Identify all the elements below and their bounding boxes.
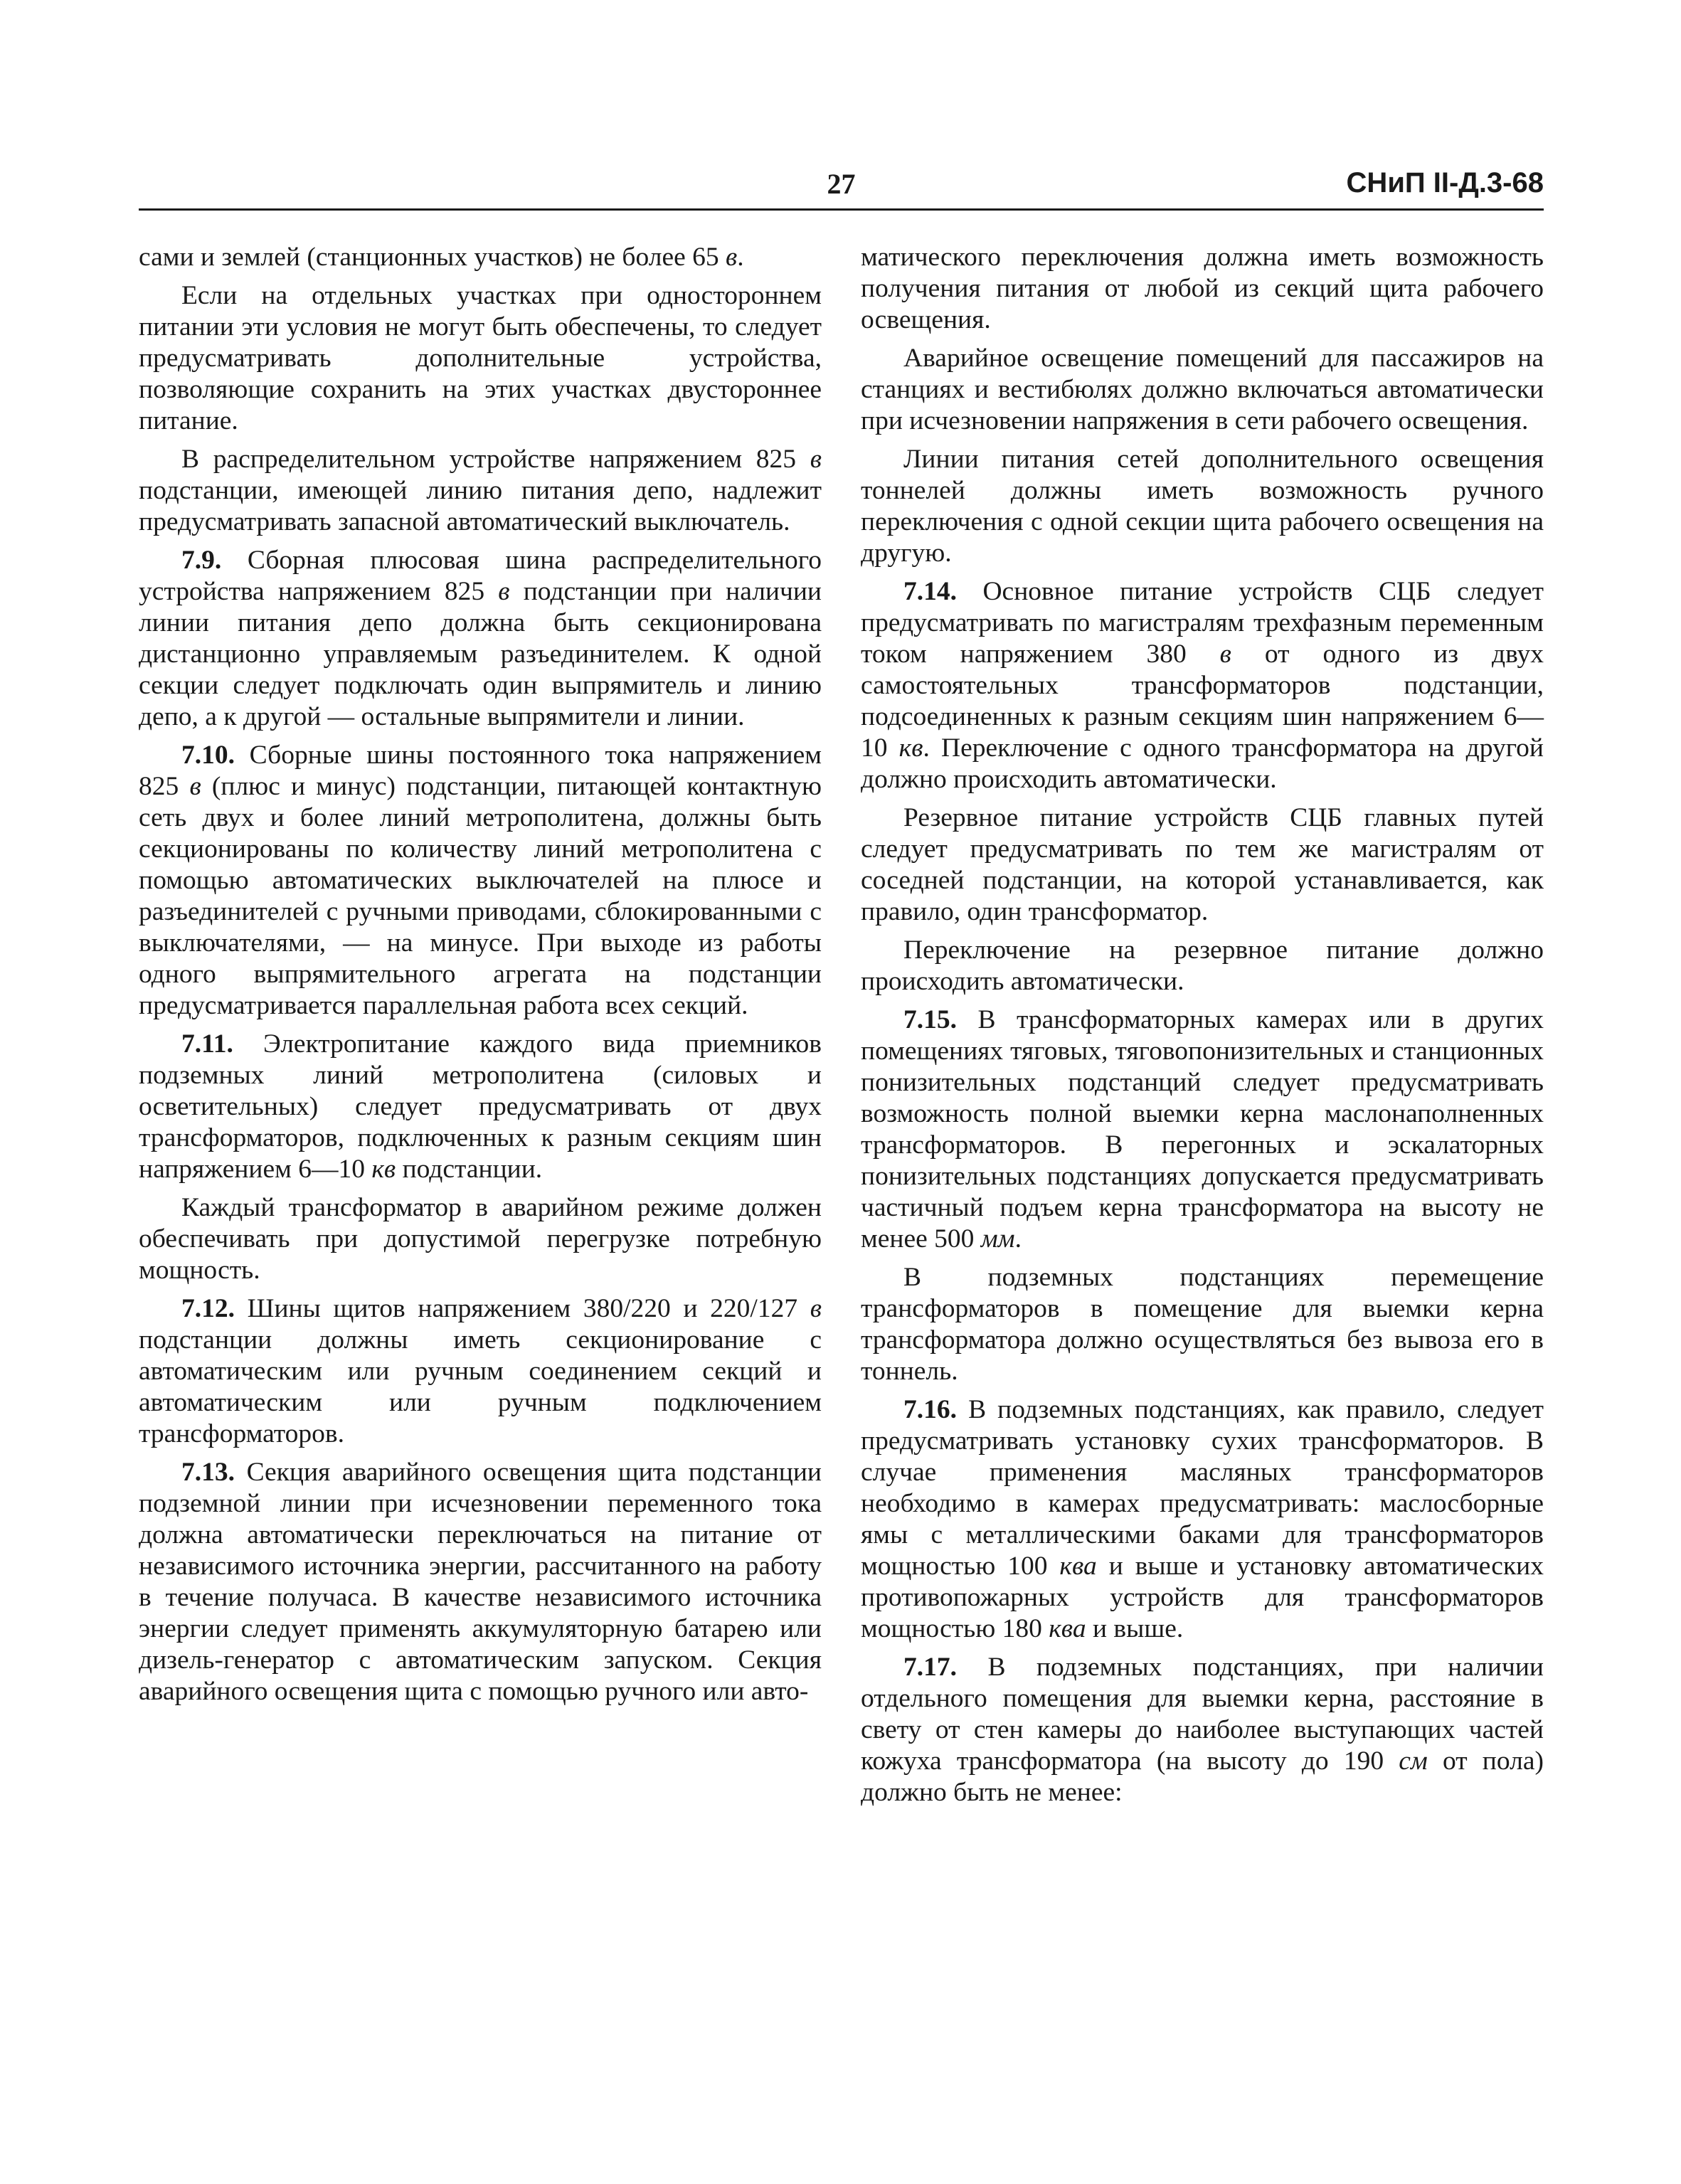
paragraph-text: от пола) должно быть не менее: xyxy=(861,1746,1544,1807)
clause-number: 7.13. xyxy=(181,1458,235,1487)
continued-paragraph xyxy=(861,242,1544,336)
clause-paragraph xyxy=(861,1652,1544,1808)
paragraph-text: Секция аварийного освещения щита подстанции подземной линии при исчезновении переменного тока должна автоматически переключаться на питание от независимого источника энергии, рассчитанного на работу в течение получаса. В качестве независимого источника энергии следует применять аккумуляторную батарею или дизель-генератор с автоматическим запуском. Секция аварийного освещения щита с помощью ручного или авто- xyxy=(139,1458,822,1706)
clause-number: 7.11. xyxy=(181,1029,233,1059)
paragraph-text: Основное питание устройств СЦБ следует предусматривать по магистралям трехфазным переменным током напряжением 380 xyxy=(861,577,1544,669)
clause-number: 7.14. xyxy=(903,577,957,606)
clause-number: 7.12. xyxy=(181,1294,235,1323)
unit-label: в xyxy=(189,772,201,801)
paragraph-text: Резервное питание устройств СЦБ главных путей следует предусматривать по тем же магистралям от соседней подстанции, на которой устанавливается, как правило, один трансформатор. xyxy=(861,803,1544,926)
paragraph-text: В подземных подстанциях, как правило, следует предусматривать установку сухих трансформаторов. В случае применения масляных трансформаторов необходимо в камерах предусматривать: маслосборные ямы с металлическими баками для трансформаторов мощностью 100 xyxy=(861,1395,1544,1581)
unit-label: в xyxy=(498,577,510,606)
document-code: СНиП II-Д.3-68 xyxy=(1346,167,1544,198)
paragraph-text: Аварийное освещение помещений для пассажиров на станциях и вестибюлях должно включаться автоматически при исчезновении напряжения в сети рабочего освещения. xyxy=(861,344,1544,435)
continued-paragraph xyxy=(139,242,822,273)
unit-label: см xyxy=(1399,1746,1428,1776)
unit-label: кв xyxy=(371,1155,396,1184)
clause-paragraph xyxy=(139,740,822,1022)
paragraph xyxy=(861,343,1544,437)
paragraph-text: Каждый трансформатор в аварийном режиме должен обеспечивать при допустимой перегрузке потребную мощность. xyxy=(139,1193,822,1285)
paragraph-text: (плюс и минус) подстанции, питающей контактную сеть двух и более линий метрополитена, должны быть секционированы по количеству линий метрополитена с помощью автоматических выключателей на плюсе и разъединителей с ручными приводами, сблокированными с выключателями, — на минусе. При выходе из работы одного выпрямительного агрегата на подстанции предусматривается параллельная работа всех секций. xyxy=(139,772,822,1020)
clause-paragraph xyxy=(139,1457,822,1707)
header-rule xyxy=(139,208,1544,211)
left-column xyxy=(139,242,822,1714)
clause-paragraph xyxy=(139,1029,822,1185)
paragraph-text: . Переключение с одного трансформатора на другой должно происходить автоматически. xyxy=(861,733,1544,794)
paragraph-text: Переключение на резервное питание должно происходить автоматически. xyxy=(861,935,1544,996)
paragraph-text: В распределительном устройстве напряжением 825 xyxy=(181,445,810,474)
paragraph-text: В трансформаторных камерах или в других помещениях тяговых, тяговопонизительных и станционных понизительных подстанций следует предусматривать возможность полной выемки керна маслонаполненных трансформаторов. В перегонных и эскалаторных понизительных подстанциях допускается предусматривать частичный подъем керна трансформатора на высоту не менее 500 xyxy=(861,1005,1544,1253)
clause-number: 7.17. xyxy=(903,1653,957,1682)
paragraph-text: В подземных подстанциях перемещение трансформаторов в помещение для выемки керна трансформатора должно осуществляться без вывоза его в тоннель. xyxy=(861,1263,1544,1386)
unit-label: мм xyxy=(980,1224,1015,1253)
paragraph-text: подстанции должны иметь секционирование с автоматическим или ручным соединением секций и автоматическим или ручным подключением трансформаторов. xyxy=(139,1325,822,1448)
paragraph xyxy=(861,1262,1544,1387)
page-header xyxy=(139,167,1544,210)
clause-number: 7.10. xyxy=(181,741,235,770)
paragraph-text: . xyxy=(1014,1224,1022,1253)
paragraph-text: подстанции, имеющей линию питания депо, надлежит предусматривать запасной автоматический выключатель. xyxy=(139,476,822,536)
clause-number: 7.9. xyxy=(181,546,222,575)
paragraph-text: Шины щитов напряжением 380/220 и 220/127 xyxy=(235,1294,810,1323)
paragraph-text: Линии питания сетей дополнительного освещения тоннелей должны иметь возможность ручного переключения с одной секции щита рабочего освещения на другую. xyxy=(861,445,1544,568)
paragraph xyxy=(861,444,1544,569)
unit-label: ква xyxy=(1059,1552,1097,1581)
clause-paragraph xyxy=(139,545,822,733)
paragraph-text: Электропитание каждого вида приемников подземных линий метрополитена (силовых и осветительных) следует предусматривать от двух трансформаторов, подключенных к разным секциям шин напряжением 6—10 xyxy=(139,1029,822,1184)
paragraph-text: . xyxy=(737,243,744,272)
unit-label: в xyxy=(810,1294,822,1323)
unit-label: в xyxy=(810,445,822,474)
paragraph-text: подстанции при наличии линии питания депо должна быть секционирована дистанционно управляемым разъединителем. К одной секции следует подключать один выпрямитель и линию депо, а к другой — остальные выпрямители и линии. xyxy=(139,577,822,731)
unit-label: в xyxy=(1219,640,1231,669)
paragraph-text: Сборная плюсовая шина распределительного устройства напряжением 825 xyxy=(139,546,822,606)
unit-label: в xyxy=(725,243,738,272)
unit-label: ква xyxy=(1049,1614,1086,1643)
paragraph-text: и выше. xyxy=(1086,1614,1184,1643)
clause-paragraph xyxy=(139,1293,822,1450)
paragraph-text: от одного из двух самостоятельных трансформаторов подстанции, подсоединенных к разным секциям шин напряжением 6—10 xyxy=(861,640,1544,763)
paragraph-text: В подземных подстанциях, при наличии отдельного помещения для выемки керна, расстояние в свету от стен камеры до наиболее выступающих частей кожуха трансформатора (на высоту до 190 xyxy=(861,1653,1544,1776)
clause-paragraph xyxy=(861,1394,1544,1645)
unit-label: кв xyxy=(898,733,923,763)
paragraph-text: матического переключения должна иметь возможность получения питания от любой из секций щита рабочего освещения. xyxy=(861,243,1544,334)
paragraph-text: сами и землей (станционных участков) не более 65 xyxy=(139,243,726,272)
right-column xyxy=(861,242,1544,1815)
clause-number: 7.15. xyxy=(903,1005,957,1034)
paragraph-text: Сборные шины постоянного тока напряжением 825 xyxy=(139,741,822,801)
paragraph-text: подстанции. xyxy=(396,1155,543,1184)
clause-paragraph xyxy=(861,576,1544,795)
paragraph xyxy=(139,444,822,538)
paragraph xyxy=(861,935,1544,997)
paragraph-text: Если на отдельных участках при одностороннем питании эти условия не могут быть обеспечены, то следует предусматривать дополнительные устройства, позволяющие сохранить на этих участках двустороннее питание. xyxy=(139,281,822,435)
paragraph xyxy=(139,1192,822,1286)
paragraph xyxy=(861,802,1544,928)
clause-paragraph xyxy=(861,1004,1544,1255)
clause-number: 7.16. xyxy=(903,1395,957,1424)
page-number: 27 xyxy=(827,168,856,200)
paragraph xyxy=(139,280,822,437)
paragraph-text: и выше и установку автоматических противопожарных устройств для трансформаторов мощностью 180 xyxy=(861,1552,1544,1643)
